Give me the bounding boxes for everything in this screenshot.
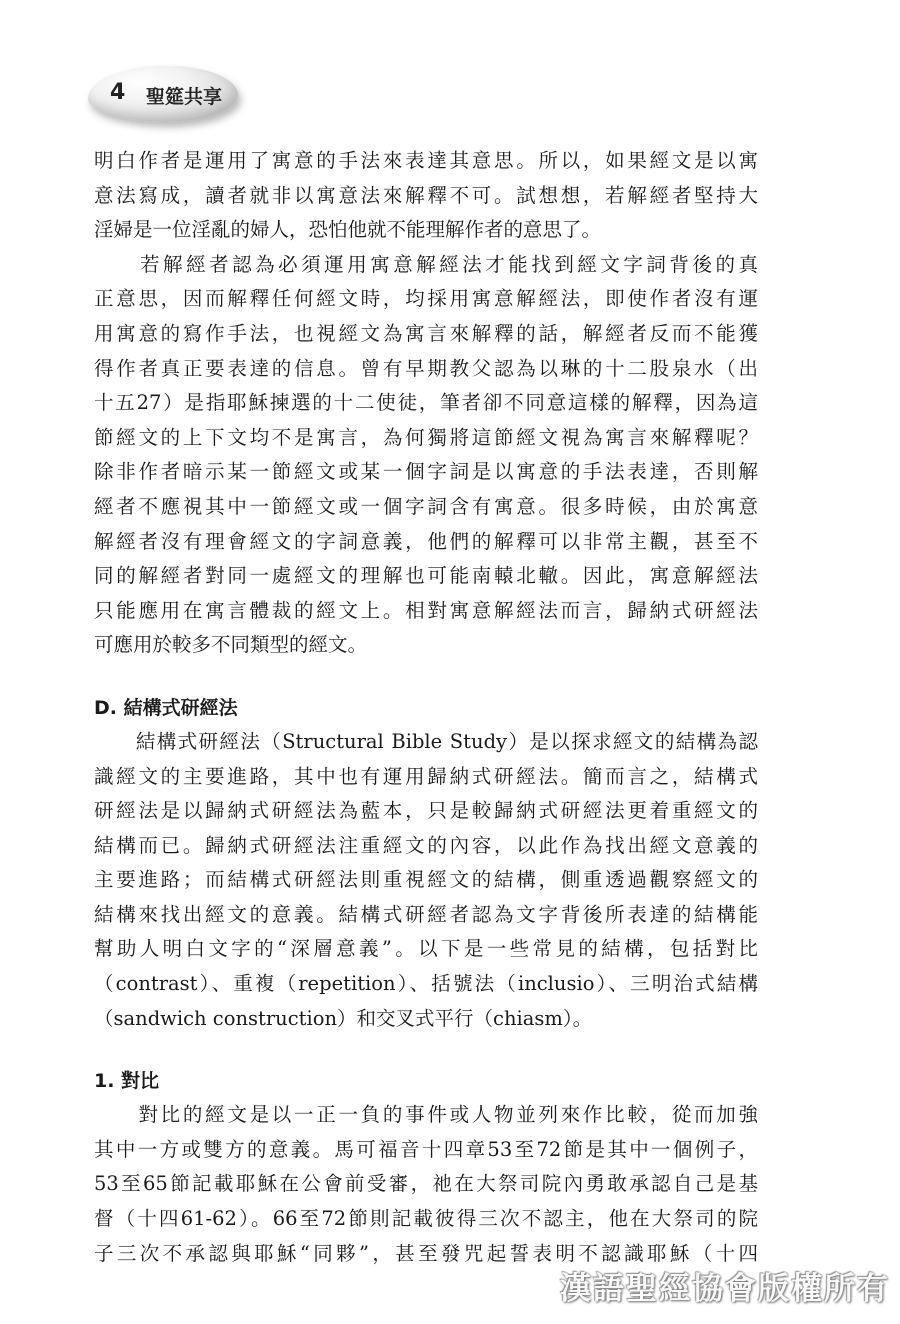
text-line: 可應用於較多不同類型的經文。 (94, 633, 368, 657)
paragraph-2 (94, 248, 758, 663)
text-line: 節經文的上下文均不是寓言，為何獨將這節經文視為寓言來解釋呢？ (94, 425, 758, 449)
section-gap (94, 663, 758, 691)
text-line: 研經法是以歸納式研經法為藍本，只是較歸納式研經法更着重經文的 (94, 799, 758, 823)
text-line: 淫婦是一位淫亂的婦人，恐怕他就不能理解作者的意思了。 (94, 218, 602, 242)
text-line: （contrast）、重複（repetition）、括號法（inclusio）、三明治式結構 (94, 972, 758, 996)
text-line: 若解經者認為必須運用寓意解經法才能找到經文字詞背後的真 (94, 252, 758, 276)
text-line: 十五27）是指耶穌揀選的十二使徒，筆者卻不同意這樣的解釋，因為這 (94, 391, 758, 415)
text-line: 53至65節記載耶穌在公會前受審，祂在大祭司院內勇敢承認自己是基 (94, 1172, 758, 1196)
text-line: 經者不應視其中一節經文或一個字詞含有寓意。很多時候，由於寓意 (94, 494, 758, 518)
text-line: 幫助人明白文字的“深層意義”。以下是一些常見的結構，包括對比 (94, 937, 758, 961)
text-line: 得作者真正要表達的信息。曾有早期教父認為以琳的十二股泉水（出 (94, 356, 758, 380)
page-number: 4 (110, 80, 126, 105)
text-line: 結構式研經法（Structural Bible Study）是以探求經文的結構為認 (94, 729, 758, 753)
text-line: 督（十四61-62）。66至72節則記載彼得三次不認主，他在大祭司的院 (94, 1207, 758, 1231)
text-line: 對比的經文是以一正一負的事件或人物並列來作比較，從而加強 (94, 1103, 758, 1127)
page-header (88, 66, 298, 126)
paragraph-1 (94, 144, 758, 248)
text-line: 識經文的主要進路，其中也有運用歸納式研經法。簡而言之，結構式 (94, 764, 758, 788)
text-line: 結構而已。歸納式研經法注重經文的內容，以此作為找出經文意義的 (94, 833, 758, 857)
copyright-watermark: 漢語聖經協會版權所有 (560, 1271, 890, 1307)
section-heading-d: D. 結構式研經法 (94, 696, 238, 719)
text-line: 意法寫成，讀者就非以寓意法來解釋不可。試想想，若解經者堅持大 (94, 183, 758, 207)
text-line: 用寓意的寫作手法，也視經文為寓言來解釋的話，解經者反而不能獲 (94, 321, 758, 345)
text-line: 明白作者是運用了寓意的手法來表達其意思。所以，如果經文是以寓 (94, 149, 758, 172)
text-line: 結構來找出經文的意義。結構式研經者認為文字背後所表達的結構能 (94, 902, 758, 926)
text-line: 只能應用在寓言體裁的經文上。相對寓意解經法而言，歸納式研經法 (94, 598, 758, 622)
text-line: 子三次不承認與耶穌“同夥”，甚至發咒起誓表明不認識耶穌（十四 (94, 1241, 758, 1265)
text-line: 除非作者暗示某一節經文或某一個字詞是以寓意的手法表達，否則解 (94, 460, 758, 484)
paragraph-3 (94, 725, 758, 1036)
text-line: 正意思，因而解釋任何經文時，均採用寓意解經法，即使作者沒有運 (94, 287, 758, 311)
text-line: 解經者沒有理會經文的字詞意義，他們的解釋可以非常主觀，甚至不 (94, 529, 758, 553)
text-line: 同的解經者對同一處經文的理解也可能南轅北轍。因此，寓意解經法 (94, 564, 758, 588)
body-text (94, 144, 758, 1271)
running-title: 聖筵共享 (146, 86, 223, 108)
subsection-heading-1: 1. 對比 (94, 1070, 160, 1093)
text-line: 主要進路；而結構式研經法則重視經文的結構，側重透過觀察經文的 (94, 868, 758, 892)
text-line: 其中一方或雙方的意義。馬可福音十四章53至72節是其中一個例子， (94, 1137, 758, 1161)
section-gap (94, 1036, 758, 1064)
paragraph-4 (94, 1098, 758, 1271)
text-line: （sandwich construction）和交叉式平行（chiasm）。 (94, 1006, 593, 1030)
